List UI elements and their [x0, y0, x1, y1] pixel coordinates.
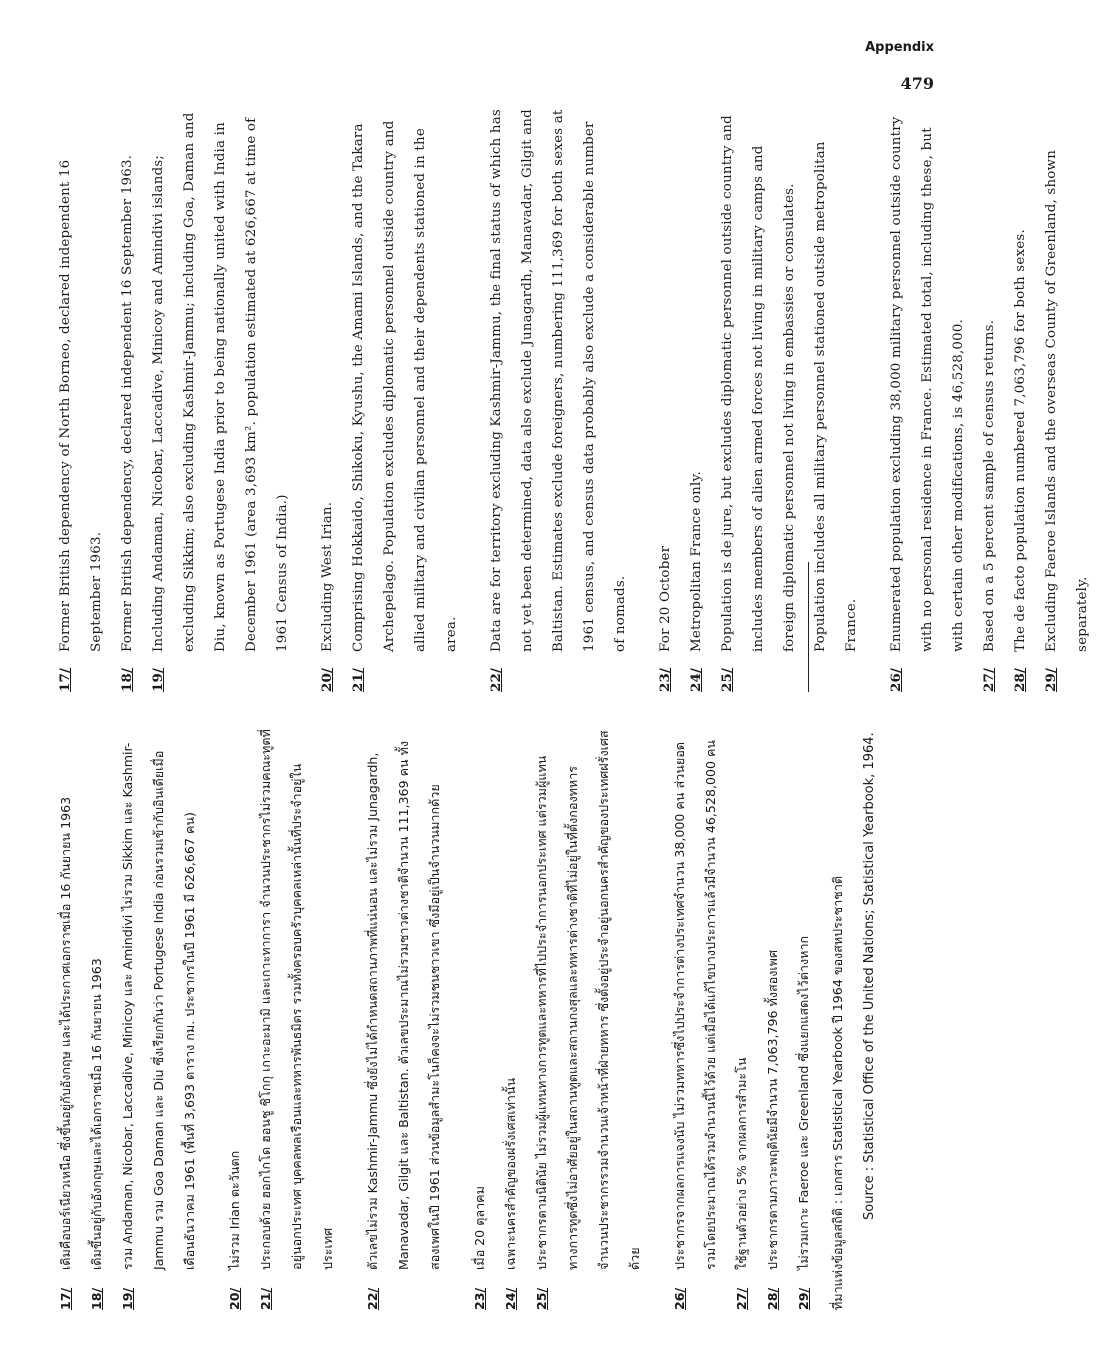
footnote-number: 19/ — [150, 667, 166, 692]
footnote — [250, 725, 343, 1310]
footnote — [1036, 107, 1098, 692]
section-label: Appendix — [865, 40, 934, 55]
footnote-number: 24/ — [688, 667, 704, 692]
footnote-number: 22/ — [365, 1287, 380, 1310]
footnote-text: ประกอบด้วย ฮอกไกโด ฮอนชู ชิโกกุ เกาะอะมามิ และเกาะทาการา จำนวนประชากรไม่รวมคณะทูตที่อยู่นอกประเทศ บุคคลพลเรือนและทหารพันธมิตร รวมทั้งครอบครัวบุคคลเหล่านั้นที่ประจำอยู่ในประเทศ — [258, 729, 335, 1270]
footnote-number: 17/ — [58, 1287, 73, 1310]
footnote-number: 23/ — [657, 667, 673, 692]
footnote-text: เฉพาะนครสำคัญของฝรั่งเศสเท่านั้น — [503, 1077, 518, 1270]
footnote-number: 22/ — [488, 667, 504, 692]
footnote-text: ประชากรตามภาวะพฤตินัยมีจำนวน 7,063,796 ทั้งสองเพศ — [765, 950, 780, 1270]
footnote — [681, 107, 712, 692]
source-thai: ที่มาแห่งข้อมูลสถิติ : เอกสาร Statistical Yearbook ปี 1964 ของสหประชาชาติ — [830, 875, 845, 1310]
footnote — [143, 107, 298, 692]
footnote-text: รวม Andaman, Nicobar, Laccadive, Minicoy และ Amindivi ไม่รวม Sikkim และ Kashmir-Jammu รวม Goa Daman และ Diu ซึ่งเรียกกันว่า Portugese India ก่อนรวมเข้ากับอินเดียเมื่อเดือนธันวาคม 1961 (พื้นที่ 3,693 ตาราง กม. ประชากรในปี 1961 มี 626,667 คน) — [120, 742, 197, 1270]
footnote-number: 21/ — [258, 1287, 273, 1310]
footnote-text: Including Andaman, Nicobar, Laccadive, Minicoy and Amindivi islands; excluding Sikkim; also excluding Kashmir-Jammu; including Goa, Daman and Diu, known as Portugese India prior to being nationally united with India in December 1961 (area 3,693 km². population estimated at 626,667 at time of 1961 Census of India.) — [151, 112, 290, 652]
footnote — [881, 107, 974, 692]
footnote — [757, 725, 788, 1310]
footnote-number: 26/ — [888, 667, 904, 692]
footnote-text: ใช้ฐานตัวอย่าง 5% จากผลการสำมะโน — [734, 1057, 749, 1270]
footnote-number: 28/ — [765, 1287, 780, 1310]
footnote-number: 17/ — [57, 667, 73, 692]
footnote-text: Enumerated population excluding 38,000 military personnel outside country with no personal residence in France. Estimated total, including these, but with certain other modifications, is 46,528,000. — [889, 116, 966, 652]
footnote-text: ประชากรจากผลการแจงนับ ไม่รวมทหารซึ่งไปประจำการต่างประเทศจำนวน 38,000 คน ส่วนยอดรวมโดยประมาณได้รวมจำนวนนี้ไว้ด้วย แต่เมื่อได้แก้ไขบางประการแล้วมีจำนวน 46,528,000 คน — [672, 739, 718, 1270]
footnote-number: 29/ — [796, 1287, 811, 1310]
divider-rule — [808, 562, 809, 692]
footnote-text: For 20 October — [658, 545, 673, 652]
footnote-text: Former British dependency of North Borneo, declared independent 16 September 1963. — [58, 159, 104, 652]
footnote-text: The de facto population numbered 7,063,796 for both sexes. — [1013, 229, 1028, 652]
footnote — [312, 107, 343, 692]
footnote — [481, 107, 636, 692]
thai-notes-column — [50, 725, 819, 1310]
footnote-text: Metropolitan France only. — [689, 471, 704, 652]
footnote — [495, 725, 526, 1310]
footnote — [650, 107, 681, 692]
footnote-number: 29/ — [1043, 667, 1059, 692]
footnote — [112, 725, 205, 1310]
footnote-text: Former British dependency, declared independent 16 September 1963. — [120, 154, 135, 652]
footnote-number: 18/ — [119, 667, 135, 692]
footnote — [664, 725, 726, 1310]
footnote-text: Excluding Faeroe Islands and the overseas County of Greenland, shown separately. — [1044, 149, 1090, 652]
footnote-text: ไม่รวม Irian ตะวันตก — [227, 1150, 242, 1270]
english-notes-column — [50, 107, 1098, 692]
footnote — [726, 725, 757, 1310]
footnote-number: 20/ — [319, 667, 335, 692]
footnote-number: 26/ — [672, 1287, 687, 1310]
rotated-content — [50, 100, 1090, 1310]
footnote — [788, 725, 819, 1310]
footnote — [1005, 107, 1036, 692]
footnote-number: 27/ — [734, 1287, 749, 1310]
footnote — [81, 725, 112, 1310]
footnote-number: 20/ — [227, 1287, 242, 1310]
footnote-number: 25/ — [534, 1287, 549, 1310]
footnote — [357, 725, 450, 1310]
footnote-number: 19/ — [120, 1287, 135, 1310]
footnote — [343, 107, 467, 692]
footnote-text: เดิมขึ้นอยู่กับอังกฤษและได้เอกราชเมื่อ 16 กันยายน 1963 — [89, 958, 104, 1270]
footnote-text: เมื่อ 20 ตุลาคม — [472, 1186, 487, 1270]
footnote-number: 18/ — [89, 1287, 104, 1310]
footnote-number: 27/ — [981, 667, 997, 692]
footnote-number: 25/ — [719, 667, 735, 692]
footnote-text: Based on a 5 percent sample of census returns. — [982, 319, 997, 652]
footnote-text: Population is de jure, but excludes diplomatic personnel outside country and includes members of alien armed forces not living in military camps and foreign diplomatic personnel not living in embassies or consulates. Population includes all military personnel stationed outside metropolitan France. — [720, 115, 859, 652]
footnote — [219, 725, 250, 1310]
footnote — [112, 107, 143, 692]
footnote-text: ตัวเลขไม่รวม Kashmir-Jammu ซึ่งยังไม่ได้กำหนดสถานภาพที่แน่นอน และไม่รวม Junagardh, Manavadar, Gilgit และ Baltistan. ตัวเลขประมาณไม่รวมชาวต่างชาติจำนวน 111,369 คน ทั้งสองเพศในปี 1961 ส่วนข้อมูลสำมะโนก็คงจะไม่รวมชนชาวเขา ซึ่งมีอยู่เป็นจำนวนมากด้วย — [365, 740, 442, 1270]
footnote — [50, 725, 81, 1310]
footnote-number: 24/ — [503, 1287, 518, 1310]
footnote-text: เดิมคือบอร์เนียวเหนือ ซึ่งขึ้นอยู่กับอังกฤษ และได้ประกาศเอกราชเมื่อ 16 กันยายน 1963 — [58, 796, 73, 1270]
footnote — [974, 107, 1005, 692]
footnote-text: Data are for territory excluding Kashmir-Jammu, the final status of which has not yet been determined, data also exclude Junagardh, Manavadar, Gilgit and Baltistan. Estimates exclude foreigners, numbering 111,369 for both sexes at 1961 census, and census data probably also exclude a considerable number of nomads. — [489, 109, 628, 652]
source-english: Source : Statistical Office of the United Nations; Statistical Yearbook, 1964. — [862, 732, 877, 1220]
footnote-text: ไม่รวมเกาะ Faeroe และ Greenland ซึ่งแยกแสดงไว้ต่างหาก — [796, 935, 811, 1270]
footnote — [526, 725, 650, 1310]
footnote-number: 28/ — [1012, 667, 1028, 692]
footnote-text: ประชากรตามนิตินัย ไม่รวมผู้แทนทางการทูตและทหารที่ไปประจำการนอกประเทศ แต่รวมผู้แทนทางการทูตซึ่งไม่อาศัยอยู่ในสถานทูตและสถานกงสุลและทหารต่างชาติที่ไม่อยู่ในที่ตั้งกองทหาร จำนวนประชากรรวมจำนวนเจ้าหน้าที่ฝ่ายทหาร ซึ่งตั้งอยู่ประจำอยู่นอกนครสำคัญของประเทศฝรั่งเศสด้วย — [534, 730, 642, 1270]
footnote — [50, 107, 112, 692]
footnote-number: 21/ — [350, 667, 366, 692]
page-number: 479 — [900, 74, 934, 93]
footnote-text: Comprising Hokkaido, Shikoku, Kyushu, the Amami Islands, and the Takara Archepelago. Population excludes diplomatic personnel outside country and allied military and civilian personnel and their dependents stationed in the area. — [351, 120, 459, 652]
footnote-text: Excluding West Irian. — [320, 501, 335, 652]
footnote — [464, 725, 495, 1310]
footnote-number: 23/ — [472, 1287, 487, 1310]
